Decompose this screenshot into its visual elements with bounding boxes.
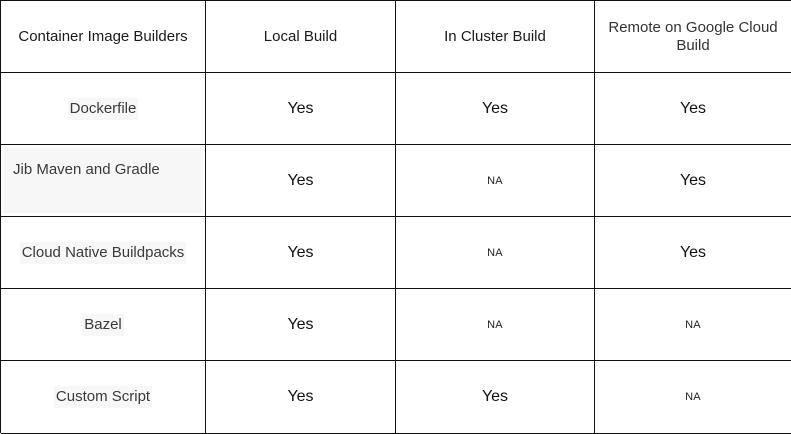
header-remote-google-cloud-build: Remote on Google Cloud Build xyxy=(595,1,791,73)
row-label-jib-maven-gradle xyxy=(1,145,206,217)
row-label-custom-script xyxy=(1,361,206,434)
table-cell-text: Jib Maven and Gradle xyxy=(3,147,203,213)
cell-dockerfile-in-cluster: Yes xyxy=(396,73,595,145)
cell-jib-remote: Yes xyxy=(595,145,791,217)
table-cell-text: Custom Script xyxy=(54,386,152,408)
cell-jib-local: Yes xyxy=(206,145,396,217)
cell-custom-script-remote: NA xyxy=(595,361,791,434)
cell-dockerfile-remote: Yes xyxy=(595,73,791,145)
header-in-cluster-build: In Cluster Build xyxy=(396,1,595,73)
header-local-build: Local Build xyxy=(206,1,396,73)
header-container-image-builders: Container Image Builders xyxy=(1,1,206,73)
cell-buildpacks-local: Yes xyxy=(206,217,396,289)
cell-buildpacks-in-cluster: NA xyxy=(396,217,595,289)
table-cell-text: Bazel xyxy=(82,314,124,336)
cell-bazel-local: Yes xyxy=(206,289,396,361)
cell-dockerfile-local: Yes xyxy=(206,73,396,145)
cell-buildpacks-remote: Yes xyxy=(595,217,791,289)
table-cell-text: Dockerfile xyxy=(68,98,139,120)
row-label-bazel xyxy=(1,289,206,361)
cell-jib-in-cluster: NA xyxy=(396,145,595,217)
table-cell-text: Cloud Native Buildpacks xyxy=(20,242,187,264)
cell-bazel-in-cluster: NA xyxy=(396,289,595,361)
row-label-dockerfile xyxy=(1,73,206,145)
cell-custom-script-in-cluster: Yes xyxy=(396,361,595,434)
row-label-cloud-native-buildpacks xyxy=(1,217,206,289)
cell-custom-script-local: Yes xyxy=(206,361,396,434)
cell-bazel-remote: NA xyxy=(595,289,791,361)
